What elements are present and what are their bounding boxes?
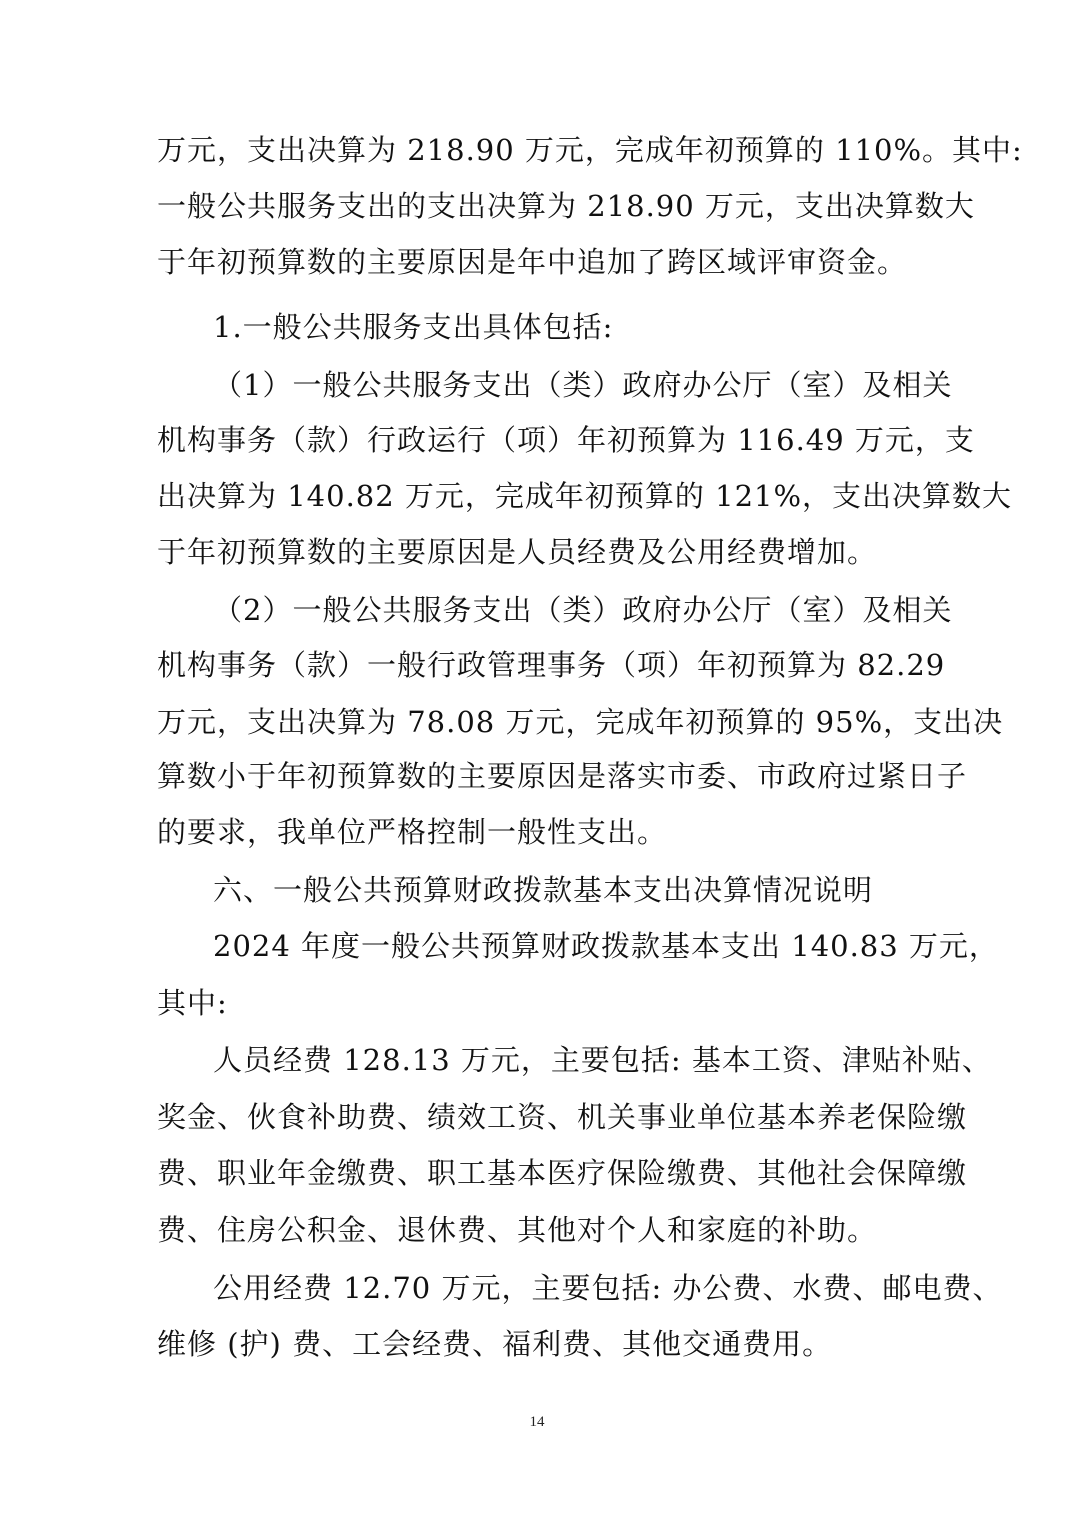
list-heading: 1.一般公共服务支出具体包括: <box>213 310 614 344</box>
paragraph-line: 奖金、伙食补助费、绩效工资、机关事业单位基本养老保险缴 <box>157 1100 968 1134</box>
paragraph-line: 万元，支出决算为 218.90 万元，完成年初预算的 110%。其中: <box>157 133 1023 167</box>
paragraph-line: 人员经费 128.13 万元，主要包括: 基本工资、津贴补贴、 <box>213 1043 992 1077</box>
page-number: 14 <box>529 1414 545 1430</box>
paragraph-line: 机构事务（款）行政运行（项）年初预算为 116.49 万元，支 <box>157 423 975 457</box>
section-heading: 六、一般公共预算财政拨款基本支出决算情况说明 <box>213 873 874 907</box>
paragraph-line: 其中: <box>157 986 228 1020</box>
paragraph-line: 于年初预算数的主要原因是人员经费及公用经费增加。 <box>157 535 878 569</box>
paragraph-line: 一般公共服务支出的支出决算为 218.90 万元，支出决算数大 <box>157 189 975 223</box>
paragraph-line: 机构事务（款）一般行政管理事务（项）年初预算为 82.29 <box>157 648 946 682</box>
paragraph-line: 出决算为 140.82 万元，完成年初预算的 121%，支出决算数大 <box>157 479 1013 513</box>
paragraph-line: 费、住房公积金、退休费、其他对个人和家庭的补助。 <box>157 1213 878 1247</box>
paragraph-line: 费、职业年金缴费、职工基本医疗保险缴费、其他社会保障缴 <box>157 1156 968 1190</box>
paragraph-line: 万元，支出决算为 78.08 万元，完成年初预算的 95%，支出决 <box>157 705 1004 739</box>
paragraph-line: 2024 年度一般公共预算财政拨款基本支出 140.83 万元， <box>213 929 999 963</box>
paragraph-line: 公用经费 12.70 万元，主要包括: 办公费、水费、邮电费、 <box>213 1271 1003 1305</box>
paragraph-line: 于年初预算数的主要原因是年中追加了跨区域评审资金。 <box>157 245 908 279</box>
paragraph-line: （1）一般公共服务支出（类）政府办公厅（室）及相关 <box>213 368 953 402</box>
paragraph-line: 维修 (护) 费、工会经费、福利费、其他交通费用。 <box>157 1327 833 1361</box>
paragraph-line: 算数小于年初预算数的主要原因是落实市委、市政府过紧日子 <box>157 759 968 793</box>
paragraph-line: 的要求，我单位严格控制一般性支出。 <box>157 815 668 849</box>
paragraph-line: （2）一般公共服务支出（类）政府办公厅（室）及相关 <box>213 593 953 627</box>
